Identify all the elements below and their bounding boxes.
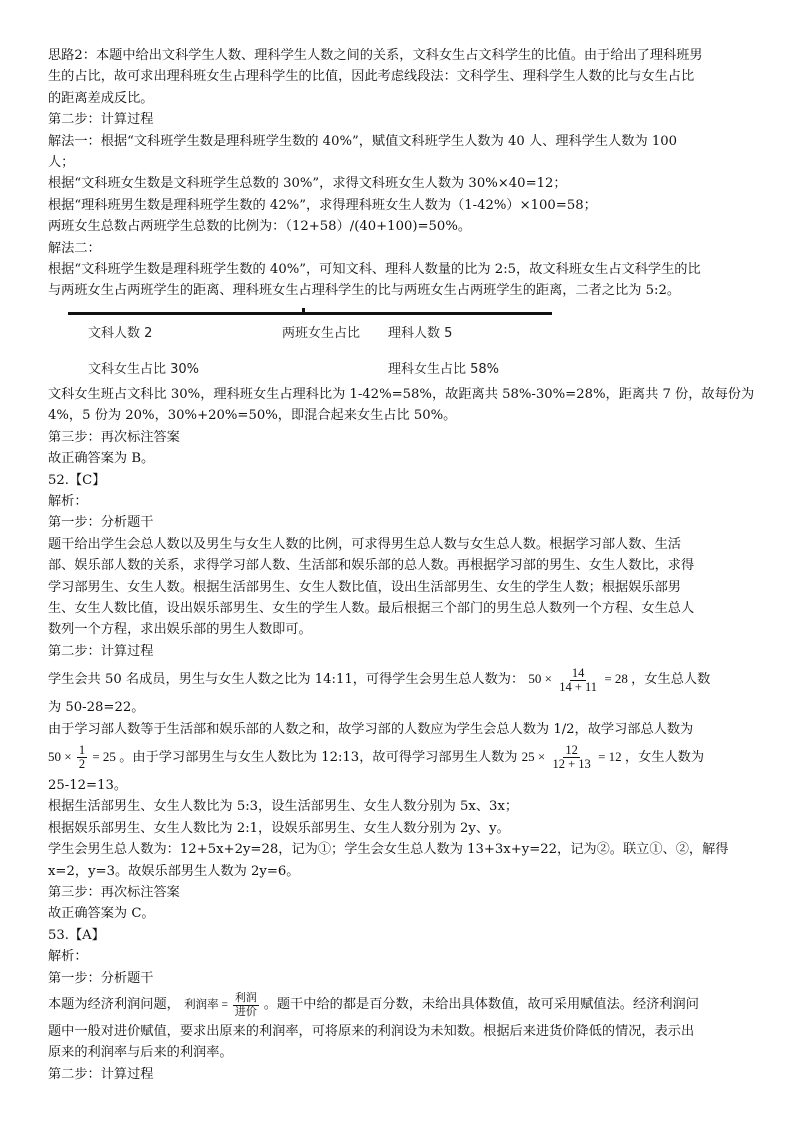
segment-midpoint-tick <box>302 308 305 315</box>
text-segment: 。由于学习部男生与女生人数比为 12:13，故可得学习部男生人数为 <box>119 749 518 765</box>
text-line: 两班女生总数占两班学生总数的比例为：（12+58）/(40+100)=50%。 <box>48 219 472 235</box>
text-line: 25-12=13。 <box>48 777 128 793</box>
step-heading: 第二步：计算过程 <box>48 112 154 128</box>
formula-part: 利润率 = <box>184 999 228 1012</box>
text-line: 解法一：根据“文科班学生数是理科班学生数的 40%”，赋值文科班学生人数为 40 人、理科学生人数为 100 <box>48 133 678 149</box>
text-line: 思路2：本题中给出文科学生人数、理科学生人数之间的关系，文科女生占文科学生的比值。由于给出了理科班男 <box>48 48 703 63</box>
text-segment: 学生会共 50 名成员，男生与女生人数之比为 14:11，可得学生会男生总人数为： <box>48 672 525 688</box>
formula-part: 50 × <box>48 748 72 764</box>
text-line: 学生会男生总人数为：12+5x+2y=28，记为①；学生会女生总人数为 13+3x+y=22，记为②。联立①、②，解得 <box>48 842 729 858</box>
text-line: 与两班女生占两班学生的距离、理科班女生占理科学生的比与两班女生占两班学生的距离，二者之比为 5:2。 <box>48 283 681 299</box>
fraction <box>233 992 259 1019</box>
step-heading: 第三步：再次标注答案 <box>48 429 180 445</box>
formula-study-total <box>48 743 119 772</box>
question-number: 52.【C】 <box>48 472 106 488</box>
answer-line: 故正确答案为 B。 <box>48 451 155 467</box>
text-line: 数列一个方程，求出娱乐部的男生人数即可。 <box>48 622 312 638</box>
analysis-heading: 解析： <box>48 949 88 965</box>
formula-part: = 25 <box>92 748 116 764</box>
text-line: 人； <box>48 155 75 171</box>
fraction-numerator: 1 <box>78 743 86 758</box>
step-heading: 第二步：计算过程 <box>48 1066 154 1082</box>
text-line: x=2，y=3。故娱乐部男生人数为 2y=6。 <box>48 863 300 879</box>
fraction-denominator: 14 + 11 <box>559 679 598 694</box>
label-li-female: 理科女生占比 58% <box>388 361 500 377</box>
line-segment-diagram <box>48 308 760 380</box>
fraction <box>557 667 599 694</box>
text-line: 4%，5 份为 20%，30%+20%=50%，即混合起来女生占比 50%。 <box>48 408 457 424</box>
text-line: 为 50-28=22。 <box>48 700 145 716</box>
fraction-numerator: 12 <box>565 743 578 758</box>
text-line-with-formula <box>48 740 760 775</box>
text-line: 的距离差成反比。 <box>48 90 154 106</box>
segment-line <box>68 312 552 315</box>
text-line: 生、女生人数比值，设出娱乐部男生、女生的学生人数。最后根据三个部门的男生总人数列一个方程、女生总人 <box>48 600 695 616</box>
document-page <box>48 45 760 1085</box>
text-line: 根据娱乐部男生、女生人数比为 2:1，设娱乐部男生、女生人数分别为 2y、y。 <box>48 820 510 836</box>
formula-part: = 12 <box>598 748 622 764</box>
fraction-denominator: 进价 <box>234 1005 257 1018</box>
fraction <box>551 744 593 771</box>
step-heading: 第二步：计算过程 <box>48 643 154 659</box>
label-wen-count: 文科人数 2 <box>88 325 153 341</box>
fraction-denominator: 12 + 13 <box>552 757 591 772</box>
answer-line: 故正确答案为 C。 <box>48 906 155 922</box>
text-line: 学习部男生、女生人数。根据生活部男生、女生人数比值，设出生活部男生、女生的学生人数；根据娱乐部男 <box>48 579 681 595</box>
formula-part: 50 × <box>528 671 552 687</box>
text-line: 文科女生班占文科比 30%，理科班女生占理科比为 1-42%=58%，故距离共 58%-30%=28%，距离共 7 份，故每份为 <box>48 386 755 402</box>
method-heading: 解法二： <box>48 240 101 256</box>
text-segment: 本题为经济利润问题， <box>48 997 180 1013</box>
formula-part: 25 × <box>521 748 546 764</box>
fraction-denominator: 2 <box>78 757 86 772</box>
step-heading: 第三步：再次标注答案 <box>48 885 180 900</box>
text-line: 由于学习部人数等于生活部和娱乐部的人数之和，故学习部的人数应为学生会总人数为 1/2，故学习部总人数为 <box>48 721 694 737</box>
formula-male-total <box>528 665 631 694</box>
text-line: 题中一般对进价赋值，要求出原来的利润率，可将原来的利润设为未知数。根据后来进货价降低的情况，表示出 <box>48 1024 695 1040</box>
step-heading: 第一步：分析题干 <box>48 515 154 531</box>
text-line: 部、娱乐部人数的关系，求得学习部人数、生活部和娱乐部的总人数。再根据学习部的男生、女生人数比，求得 <box>48 558 695 574</box>
formula-part: = 28 <box>604 671 628 687</box>
text-line: 根据生活部男生、女生人数比为 5:3，设生活部男生、女生人数分别为 5x、3x； <box>48 799 519 815</box>
formula-study-male <box>521 743 625 772</box>
text-line-with-formula <box>48 989 760 1021</box>
text-line: 生的占比，故可求出理科班女生占理科学生的比值，因此考虑线段法：文科学生、理科学生人数的比与女生占比 <box>48 69 695 85</box>
label-both-ratio: 两班女生占比 <box>282 325 361 341</box>
formula-profit-rate <box>184 991 264 1018</box>
question-number: 53.【A】 <box>48 927 105 943</box>
text-line-with-formula <box>48 662 760 697</box>
text-line: 根据“理科班男生数是理科班学生数的 42%”，求得理科班女生人数为（1-42%）×100=58； <box>48 197 597 213</box>
fraction-numerator: 14 <box>571 665 585 680</box>
label-li-count: 理科人数 5 <box>388 325 453 341</box>
text-segment: 。题干中给的都是百分数，未给出具体数值，故可采用赋值法。经济利润问 <box>263 997 699 1013</box>
label-wen-female: 文科女生占比 30% <box>88 361 200 377</box>
step-heading: 第一步：分析题干 <box>48 970 154 986</box>
text-line: 根据“文科班学生数是理科班学生数的 40%”，可知文科、理科人数量的比为 2:5，故文科班女生占文科学生的比 <box>48 262 701 278</box>
text-segment: ，女生人数为 <box>624 749 705 765</box>
text-line: 题干给出学生会总人数以及男生与女生人数的比例，可求得男生总人数与女生总人数。根据学习部人数、生活 <box>48 536 681 552</box>
fraction <box>77 744 87 771</box>
text-line: 原来的利润率与后来的利润率。 <box>48 1045 233 1061</box>
text-line: 根据“文科班女生数是文科班学生总数的 30%”，求得文科班女生人数为 30%×40=12； <box>48 176 567 192</box>
text-segment: ，女生总人数 <box>631 672 711 688</box>
analysis-heading: 解析： <box>48 493 88 509</box>
fraction-numerator: 利润 <box>234 991 257 1004</box>
